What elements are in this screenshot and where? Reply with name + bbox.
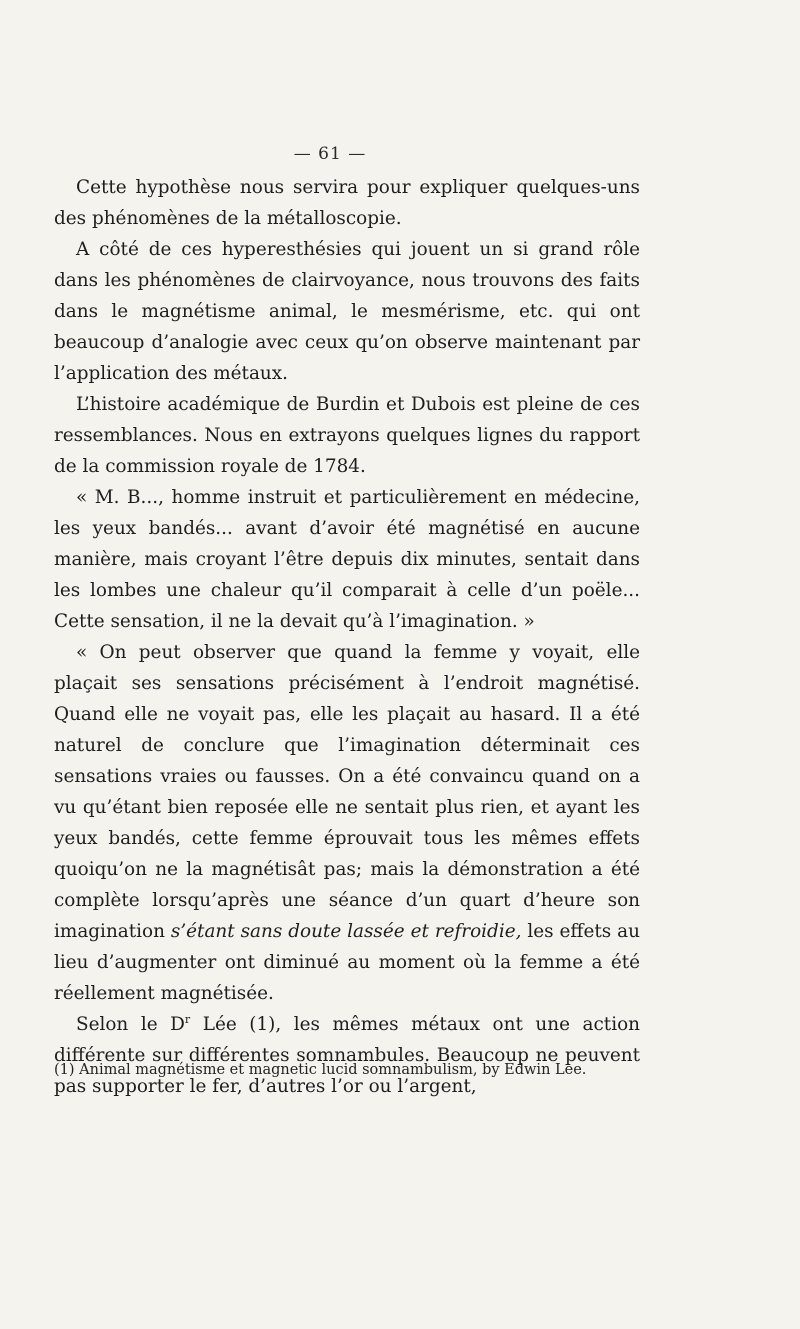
paragraph-3: L’histoire académique de Burdin et Dubois est pleine de ces ressemblances. Nous en extrayons quelques lignes du rapport de la commission royale de 1784. bbox=[54, 394, 640, 477]
paragraph-6-rest: Lée (1), les mêmes métaux ont une action différente sur différentes somnambules. Beaucoup ne peuvent pas supporter le fer, d’autres l’or ou l’argent, bbox=[54, 1014, 640, 1097]
paragraph-4-quote: « M. B..., homme instruit et particulièrement en médecine, les yeux bandés... avant d’avoir été magnétisé en aucune manière, mais croyant l’être depuis dix minutes, sentait dans les lombes une chaleur qu’il comparait à celle d’un poële... Cette sensation, il ne la devait qu’à l’imagination. » bbox=[54, 487, 640, 632]
paragraph-6 bbox=[54, 1009, 640, 1102]
paragraph-5-quote bbox=[54, 637, 640, 1009]
paragraph-5-italic: s’étant sans doute lassée et refroidie, bbox=[170, 921, 522, 942]
paragraph-1: Cette hypothèse nous servira pour expliquer quelques-uns des phénomènes de la métalloscopie. bbox=[54, 177, 640, 229]
page-number: — 61 — bbox=[293, 144, 367, 164]
paragraph-2: A côté de ces hyperesthésies qui jouent un si grand rôle dans les phénomènes de clairvoyance, nous trouvons des faits dans le magnétisme animal, le mesmérisme, etc. qui ont beaucoup d’analogie avec ceux qu’on observe maintenant par l’application des métaux. bbox=[54, 239, 640, 384]
paragraph-5-text: « On peut observer que quand la femme y voyait, elle plaçait ses sensations précisément à l’endroit magnétisé. Quand elle ne voyait pas, elle les plaçait au hasard. Il a été naturel de conclure que l’imagination déterminait ces sensations vraies ou fausses. On a été convaincu quand on a vu qu’étant bien reposée elle ne sentait plus rien, et ayant les yeux bandés, cette femme éprouvait tous les mêmes effets quoiqu’on ne la magnétisât pas; mais la démonstration a été complète lorsqu’après une séance d’un quart d’heure son imagination bbox=[54, 642, 640, 942]
paragraph-6-start: Selon le D bbox=[76, 1014, 185, 1035]
footnote: (1) Animal magnétisme et magnetic lucid somnambulism, by Edwin Lee. bbox=[54, 1062, 587, 1078]
paragraph-5-end: les effets au lieu d’augmenter ont diminué au moment où la femme a été réellement magnétisée. bbox=[54, 921, 640, 1004]
doctor-superscript: r bbox=[184, 1012, 191, 1026]
body-text bbox=[54, 172, 640, 1102]
